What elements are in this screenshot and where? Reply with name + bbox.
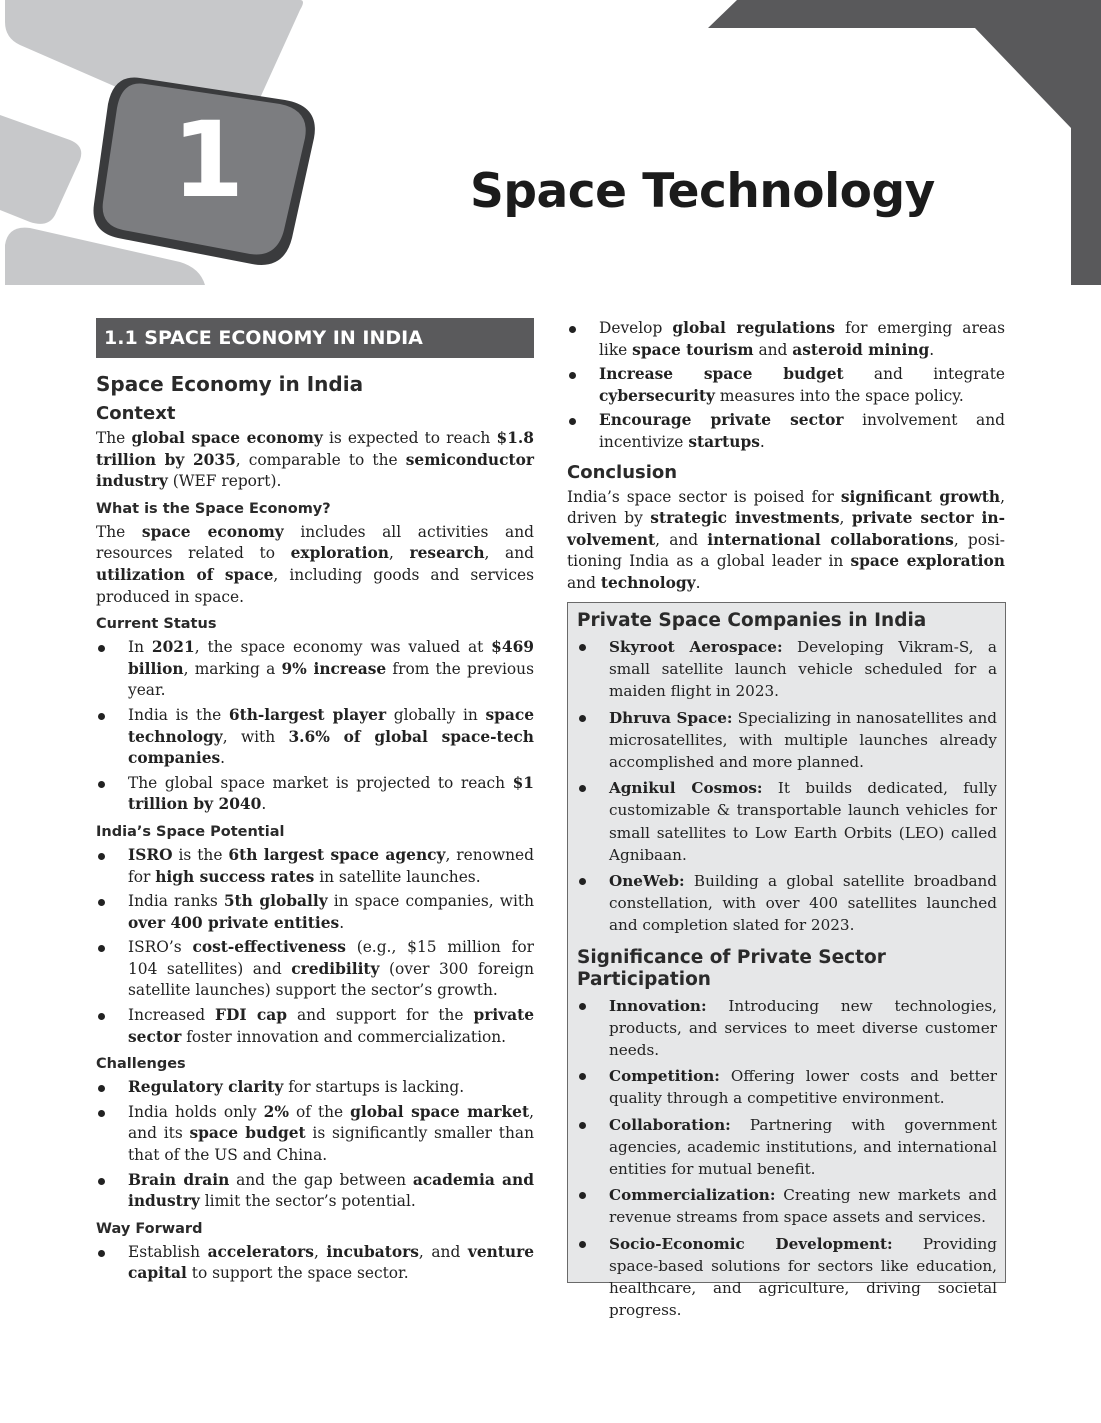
way-forward-heading: Way Forward [96, 1220, 203, 1237]
text-run: , the space economy was valued at [194, 638, 492, 657]
bold-text: 6th-largest player [228, 705, 387, 724]
challenges-list [96, 1077, 534, 1213]
bold-text: space budget [189, 1124, 306, 1143]
list-item [96, 845, 534, 888]
bold-text: FDI cap [215, 1006, 288, 1025]
list-item [96, 1170, 534, 1213]
text-run: , driven by [567, 487, 1005, 528]
bold-text: Brain drain [128, 1170, 230, 1189]
bullet-icon [579, 1241, 586, 1248]
bullet-icon [569, 372, 576, 379]
bold-text: 6th largest space agency [228, 845, 446, 864]
text-run: Creating new markets and revenue streams from space assets and services. [609, 1186, 997, 1227]
text-run: (WEF report). [167, 472, 282, 491]
text-run: The [96, 522, 142, 541]
bullet-icon [579, 644, 586, 651]
list-item [577, 707, 997, 774]
bullet-icon [98, 1085, 105, 1092]
text-run: measures into the space policy. [715, 386, 964, 405]
bullet-icon [98, 781, 105, 788]
bold-text: OneWeb: [609, 872, 685, 891]
text-run: (over 300 foreign satellite launches) support the sector’s growth. [128, 959, 534, 1000]
bold-text: research [409, 544, 485, 563]
list-item [96, 637, 534, 702]
bold-text: exploration [290, 544, 389, 563]
bullet-icon [569, 326, 576, 333]
bullet-icon [98, 853, 105, 860]
bold-text: Commercialization: [609, 1186, 776, 1205]
bullet-icon [98, 1013, 105, 1020]
bold-text: utilization of space [96, 565, 274, 584]
text-run: and support for the [287, 1006, 474, 1025]
bold-text: semiconductor industry [96, 450, 534, 491]
text-run: ISRO’s [128, 938, 193, 957]
private-companies-heading: Private Space Companies in India [577, 610, 927, 631]
space-potential-list [96, 845, 534, 1048]
list-item [96, 1242, 534, 1285]
list-item [567, 364, 1005, 407]
text-run: , [839, 509, 852, 528]
chapter-header-graphic [0, 0, 1101, 290]
bold-text: accelerators [207, 1242, 314, 1261]
bold-text: 5th globally [223, 892, 328, 911]
list-item [567, 318, 1005, 361]
text-run: Develop [599, 319, 673, 337]
text-run: . [220, 749, 226, 768]
list-item [577, 995, 997, 1062]
challenges-heading: Challenges [96, 1056, 186, 1073]
bold-text: space economy [141, 522, 284, 541]
bold-text: incubators [326, 1242, 419, 1261]
bullet-icon [98, 945, 105, 952]
text-run: , [388, 544, 410, 563]
text-run: and the gap between [229, 1170, 413, 1189]
bold-text: $469 billion [128, 638, 535, 678]
bold-text: ISRO [128, 845, 173, 864]
bold-text: asteroid mining [792, 340, 930, 359]
list-item [96, 1077, 534, 1099]
bold-text: 2021 [151, 638, 195, 657]
bullet-icon [98, 713, 105, 720]
text-run: in satellite launches. [314, 867, 481, 886]
left-column [96, 318, 534, 1288]
bold-text: $1 trillion by 2040 [128, 773, 534, 814]
bullet-icon [579, 1122, 586, 1129]
list-item [577, 1065, 997, 1109]
bold-text: Increase space budget [599, 365, 844, 384]
list-item [96, 891, 534, 934]
list-item [577, 777, 997, 866]
text-run: globally in [386, 705, 486, 724]
text-run: , including goods and services produced in space. [96, 565, 534, 606]
current-status-heading: Current Status [96, 616, 217, 633]
bold-text: private sector [128, 1006, 535, 1046]
list-item [567, 410, 1005, 453]
text-run: Offering lower costs and better quality through a competitive environment. [609, 1067, 997, 1108]
bold-text: technology [600, 573, 696, 592]
text-run: , and [655, 530, 708, 549]
space-economy-heading: Space Economy in India [96, 372, 364, 396]
bullet-icon [579, 1003, 586, 1010]
bold-text: global space economy [131, 429, 323, 447]
bold-text: cybersecurity [599, 386, 716, 405]
bold-text: Innovation: [609, 996, 707, 1015]
text-run: Building a global satellite broadband constellation, with over 400 satellites launched and completion slated for 2023. [609, 872, 997, 935]
text-run: Specializing in nanosatellites and microsatellites, with multiple launches already accomplished and more planned. [609, 708, 997, 772]
text-run: , marking a [183, 659, 282, 678]
bullet-icon [579, 1192, 586, 1199]
way-forward-list [96, 1242, 534, 1285]
text-run: limit the sector’s potential. [199, 1192, 416, 1211]
text-run: , with [222, 727, 289, 746]
list-item [96, 773, 534, 816]
bold-text: 9% increase [281, 659, 387, 678]
bold-text: startups [688, 432, 760, 451]
text-run: Establish [128, 1242, 208, 1261]
text-run: includes all activities and resources related to [96, 522, 534, 563]
bold-text: Dhruva Space: [609, 708, 733, 727]
significance-list [577, 995, 997, 1322]
list-item [96, 937, 534, 1002]
bold-text: 3.6% of global space-tech companies [128, 727, 534, 768]
chapter-number: 1 [171, 99, 245, 221]
right-column [567, 318, 1005, 599]
bold-text: strategic investments [650, 509, 840, 528]
bold-text: over 400 private entities [128, 913, 340, 932]
bullet-icon [579, 878, 586, 885]
bullet-icon [98, 645, 105, 652]
private-companies-box [567, 602, 1006, 1320]
bold-text: global regulations [672, 319, 836, 337]
text-run: is significantly smaller than that of the US and China. [128, 1124, 534, 1165]
bullet-icon [579, 1073, 586, 1080]
section-heading: 1.1 SPACE ECONOMY IN INDIA [96, 318, 534, 358]
current-status-list [96, 637, 534, 816]
text-run: is expected to reach [322, 429, 497, 447]
list-item [577, 636, 997, 703]
chapter-header [0, 0, 1101, 290]
bold-text: international collaborations [707, 530, 954, 549]
text-run: Providing space-based solutions for sectors like education, healthcare, and agriculture, driving societal progress. [609, 1234, 997, 1320]
way-forward-list-continued [567, 318, 1005, 454]
text-run: and [567, 573, 601, 592]
text-run: . [929, 340, 935, 359]
bold-text: private sector involvement [567, 509, 1005, 549]
text-run: , [313, 1242, 327, 1261]
bold-text: Socio-Economic Development: [609, 1234, 893, 1253]
text-run: India’s space sector is poised for [567, 487, 841, 506]
bullet-icon [98, 1250, 105, 1257]
space-potential-heading: India’s Space Potential [96, 823, 285, 840]
bold-text: Encourage private sector [599, 411, 844, 430]
text-run: involvement and incentivize [599, 411, 1005, 451]
bullet-icon [569, 418, 576, 425]
bold-text: Collaboration: [609, 1115, 731, 1134]
bold-text: Skyroot Aerospace: [609, 638, 783, 656]
bold-text: space tourism [632, 340, 754, 359]
bullet-icon [98, 1178, 105, 1185]
text-run: In [128, 638, 152, 657]
bold-text: space technology [128, 705, 534, 746]
text-run: and integrate [843, 365, 1005, 384]
what-heading: What is the Space Economy? [96, 500, 331, 517]
chapter-title: Space Technology [470, 164, 935, 219]
text-run: , and its [128, 1102, 534, 1143]
private-companies-list [577, 636, 997, 937]
list-item [96, 705, 534, 770]
bold-text: significant growth [840, 487, 1001, 506]
text-run: , and [418, 1242, 468, 1261]
list-item [577, 1233, 997, 1322]
bold-text: Agnikul Cosmos: [609, 779, 763, 798]
text-run: Introducing new technologies, products, and services to meet diverse customer needs. [609, 996, 997, 1060]
text-run: of the [288, 1102, 351, 1121]
bullet-icon [98, 1110, 105, 1117]
text-run: The [96, 429, 132, 447]
text-run: It builds dedicated, fully customizable & transportable launch vehicles for small satellites to Low Earth Orbits (LEO) called Agnibaan. [609, 779, 997, 864]
text-run: . [759, 432, 765, 451]
text-run: to support the space sector. [186, 1264, 409, 1283]
bullet-icon [579, 785, 586, 792]
text-run: , and [484, 544, 534, 563]
text-run: India holds only [128, 1102, 264, 1121]
bold-text: $1.8 trillion by 2035 [96, 429, 534, 469]
text-run: , positioning India as a global leader in [567, 530, 1005, 571]
bold-text: Regulatory clarity [128, 1078, 284, 1097]
conclusion-heading: Conclusion [567, 461, 678, 483]
text-run: Increased [128, 1006, 216, 1025]
context-heading: Context [96, 403, 176, 424]
bullet-icon [98, 899, 105, 906]
text-run: , comparable to the [235, 450, 406, 469]
text-run: The global space market is projected to reach [128, 773, 513, 792]
text-run: from the previous year. [128, 659, 534, 700]
what-paragraph [96, 522, 534, 608]
text-run: . [261, 795, 267, 814]
text-run: (e.g., $15 million for 104 satellites) and [128, 938, 535, 978]
text-run: is the [172, 845, 229, 864]
list-item [577, 1184, 997, 1228]
context-paragraph [96, 428, 534, 493]
text-run: in space companies, with [327, 892, 534, 911]
significance-heading: Significance of Private Sector Participation [577, 946, 886, 990]
text-run: and [753, 340, 793, 359]
bold-text: cost-effectiveness [192, 938, 346, 957]
text-run: India ranks [128, 892, 224, 911]
list-item [96, 1005, 534, 1048]
list-item [577, 1114, 997, 1181]
bold-text: venture capital [128, 1242, 534, 1283]
conclusion-paragraph [567, 487, 1005, 595]
text-run: Developing Vikram-S, a small satellite launch vehicle scheduled for a maiden flight in 2023. [609, 638, 997, 701]
bold-text: Competition: [609, 1067, 720, 1086]
text-run: India is the [128, 705, 229, 724]
bold-text: space exploration [850, 552, 1005, 571]
text-run: , renowned for [128, 845, 534, 886]
text-run: for emerging areas like [599, 319, 1006, 359]
bold-text: 2% [263, 1102, 289, 1121]
list-item [96, 1102, 534, 1167]
bold-text: high success rates [155, 867, 315, 886]
bold-text: academia and industry [128, 1170, 534, 1211]
text-run: for startups is lacking. [283, 1078, 465, 1097]
text-run: Partnering with government agencies, academic institutions, and international entities for mutual benefit. [609, 1115, 997, 1179]
list-item [577, 870, 997, 937]
bullet-icon [579, 715, 586, 722]
text-run: . [695, 573, 701, 592]
bold-text: credibility [291, 959, 380, 978]
bold-text: global space market [350, 1102, 530, 1121]
text-run: foster innovation and commercialization. [181, 1027, 507, 1046]
text-run: . [339, 913, 345, 932]
